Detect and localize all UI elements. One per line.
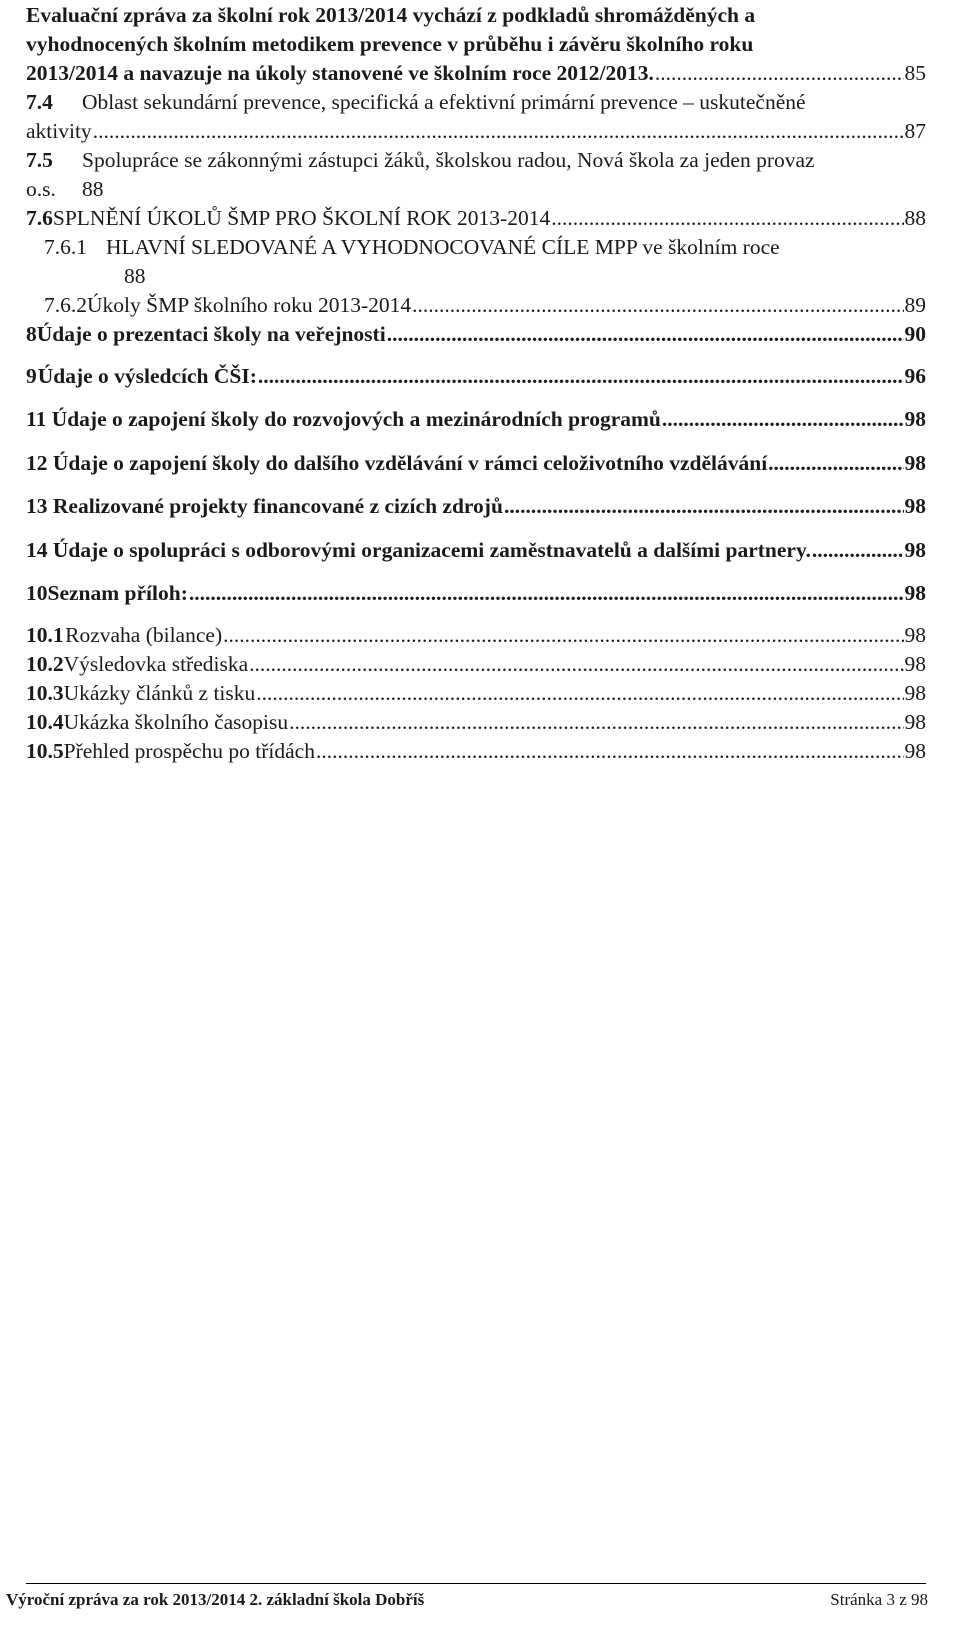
- toc-page: [6, 0, 928, 1627]
- toc-entry-title: Údaje o prezentaci školy na veřejnosti: [36, 322, 386, 346]
- toc-entry-number: 7.4: [26, 90, 53, 114]
- toc-entry-title: Seznam příloh:: [47, 581, 188, 605]
- toc-page-number: 87: [904, 119, 926, 143]
- toc-entry-9[interactable]: [26, 363, 926, 389]
- toc-entry-10-5[interactable]: [26, 738, 926, 764]
- toc-page-number: 98: [904, 494, 926, 518]
- toc-entry-title: SPLNĚNÍ ÚKOLŮ ŠMP PRO ŠKOLNÍ ROK 2013-2014: [52, 206, 551, 230]
- toc-page-number: 98: [904, 710, 926, 734]
- dot-leader: [316, 738, 904, 764]
- toc-entry-10-2[interactable]: [26, 651, 926, 677]
- toc-intro-text-3: 2013/2014 a navazuje na úkoly stanovené ve školním roce 2012/2013.: [26, 61, 654, 85]
- toc-entry-number: 7.6.2: [44, 293, 87, 317]
- toc-page-number: 88: [82, 177, 104, 201]
- toc-entry-title: Rozvaha (bilance): [65, 623, 223, 647]
- toc-entry-8[interactable]: [26, 321, 926, 347]
- toc-entry-number: 7.6.1: [44, 235, 87, 259]
- toc-entry-title: Ukázka školního časopisu: [63, 710, 289, 734]
- toc-entry-10-4[interactable]: [26, 709, 926, 735]
- dot-leader: [504, 493, 904, 519]
- toc-entry-title: Úkoly ŠMP školního roku 2013-2014: [87, 293, 412, 317]
- toc-entry-10-1[interactable]: [26, 622, 926, 648]
- dot-leader: [258, 363, 904, 389]
- toc-entry-11[interactable]: [26, 406, 926, 432]
- toc-entry-12[interactable]: [26, 450, 926, 476]
- toc-entry-title: 13 Realizované projekty financované z cizích zdrojů: [26, 494, 503, 518]
- toc-entry-7-6-2[interactable]: [26, 292, 926, 318]
- toc-entry-number: 7.5: [26, 148, 53, 172]
- dot-leader: [412, 292, 903, 318]
- dot-leader: [662, 406, 904, 432]
- toc-intro-text-2: vyhodnocených školním metodikem prevence v průběhu i závěru školního roku: [26, 32, 754, 56]
- toc-entry-number: 10.1: [26, 623, 64, 647]
- dot-leader: [812, 537, 904, 563]
- toc-page-number: 98: [904, 407, 926, 431]
- dot-leader: [387, 321, 904, 347]
- dot-leader: [256, 680, 903, 706]
- toc-entry-number: 10.3: [26, 681, 64, 705]
- toc-entry-title: aktivity: [26, 119, 92, 143]
- toc-intro-text-1: Evaluační zpráva za školní rok 2013/2014 vychází z podkladů shromážděných a: [26, 3, 756, 27]
- toc-page-number: 90: [904, 322, 926, 346]
- toc-entry-title: Spolupráce se zákonnými zástupci žáků, školskou radou, Nová škola za jeden provaz: [82, 148, 815, 172]
- dot-leader: [93, 118, 904, 144]
- toc-entry-14[interactable]: [26, 537, 926, 563]
- dot-leader: [223, 622, 903, 648]
- toc-entry-title: o.s.: [26, 177, 56, 201]
- toc-page-number: 96: [904, 364, 926, 388]
- toc-entry-title: HLAVNÍ SLEDOVANÉ A VYHODNOCOVANÉ CÍLE MPP ve školním roce: [106, 235, 780, 259]
- toc-page-number: 88: [124, 264, 146, 288]
- toc-entry-7-5[interactable]: [26, 147, 926, 173]
- toc-entry-number: 7.6: [26, 206, 53, 230]
- toc-page-number: 89: [904, 293, 926, 317]
- toc-page-number: 98: [904, 538, 926, 562]
- toc-entry-title: Oblast sekundární prevence, specifická a efektivní primární prevence – uskutečněné: [82, 90, 806, 114]
- toc-entry-7-4[interactable]: [26, 89, 926, 115]
- toc-page-number: 98: [904, 451, 926, 475]
- toc-entry-7-4-cont[interactable]: [26, 118, 926, 144]
- toc-entry-10-3[interactable]: [26, 680, 926, 706]
- dot-leader: [655, 60, 904, 86]
- toc-entry-number: 10: [26, 581, 48, 605]
- toc-entry-title: 12 Údaje o zapojení školy do dalšího vzdělávání v rámci celoživotního vzdělávání: [26, 451, 768, 475]
- footer-left: Výroční zpráva za rok 2013/2014 2. základní škola Dobříš: [6, 1590, 425, 1609]
- toc-entry-title: Přehled prospěchu po třídách: [63, 739, 315, 763]
- toc-entry-13[interactable]: [26, 493, 926, 519]
- toc-intro-line[interactable]: [26, 60, 926, 86]
- footer-page-indicator: Stránka 3 z 98: [830, 1590, 928, 1609]
- toc-entry-number: 10.2: [26, 652, 64, 676]
- toc-page-number: 85: [904, 61, 926, 85]
- dot-leader: [189, 580, 904, 606]
- toc-entry-title: Ukázky článků z tisku: [63, 681, 256, 705]
- toc-page-number: 98: [904, 581, 926, 605]
- toc-entry-title: Údaje o výsledcích ČŠI:: [37, 364, 257, 388]
- toc-entry-number: 10.5: [26, 739, 64, 763]
- dot-leader: [249, 651, 903, 677]
- toc-page-number: 88: [904, 206, 926, 230]
- toc-page-number: 98: [904, 652, 926, 676]
- toc-entry-number: 8: [26, 322, 37, 346]
- toc-intro-line[interactable]: [26, 2, 926, 28]
- toc-entry-title: 11 Údaje o zapojení školy do rozvojových a mezinárodních programů: [26, 407, 661, 431]
- toc-entry-7-6[interactable]: [26, 205, 926, 231]
- toc-entry-10[interactable]: [26, 580, 926, 606]
- toc-entry-number: 9: [26, 364, 37, 388]
- toc-page-number: 98: [904, 739, 926, 763]
- toc-entry-7-6-1[interactable]: [26, 234, 926, 260]
- footer-rule: [26, 1583, 926, 1584]
- toc-entry-number: 10.4: [26, 710, 64, 734]
- toc-page-number: 98: [904, 623, 926, 647]
- dot-leader: [768, 450, 903, 476]
- toc-entry-title: 14 Údaje o spolupráci s odborovými organizacemi zaměstnavatelů a dalšími partnery.: [26, 538, 811, 562]
- toc-entry-7-6-1-cont[interactable]: [26, 263, 926, 289]
- dot-leader: [551, 205, 903, 231]
- toc-intro-line[interactable]: [26, 31, 926, 57]
- toc-page-number: 98: [904, 681, 926, 705]
- toc-entry-7-5-cont[interactable]: [26, 176, 926, 202]
- dot-leader: [289, 709, 903, 735]
- toc-entry-title: Výsledovka střediska: [63, 652, 249, 676]
